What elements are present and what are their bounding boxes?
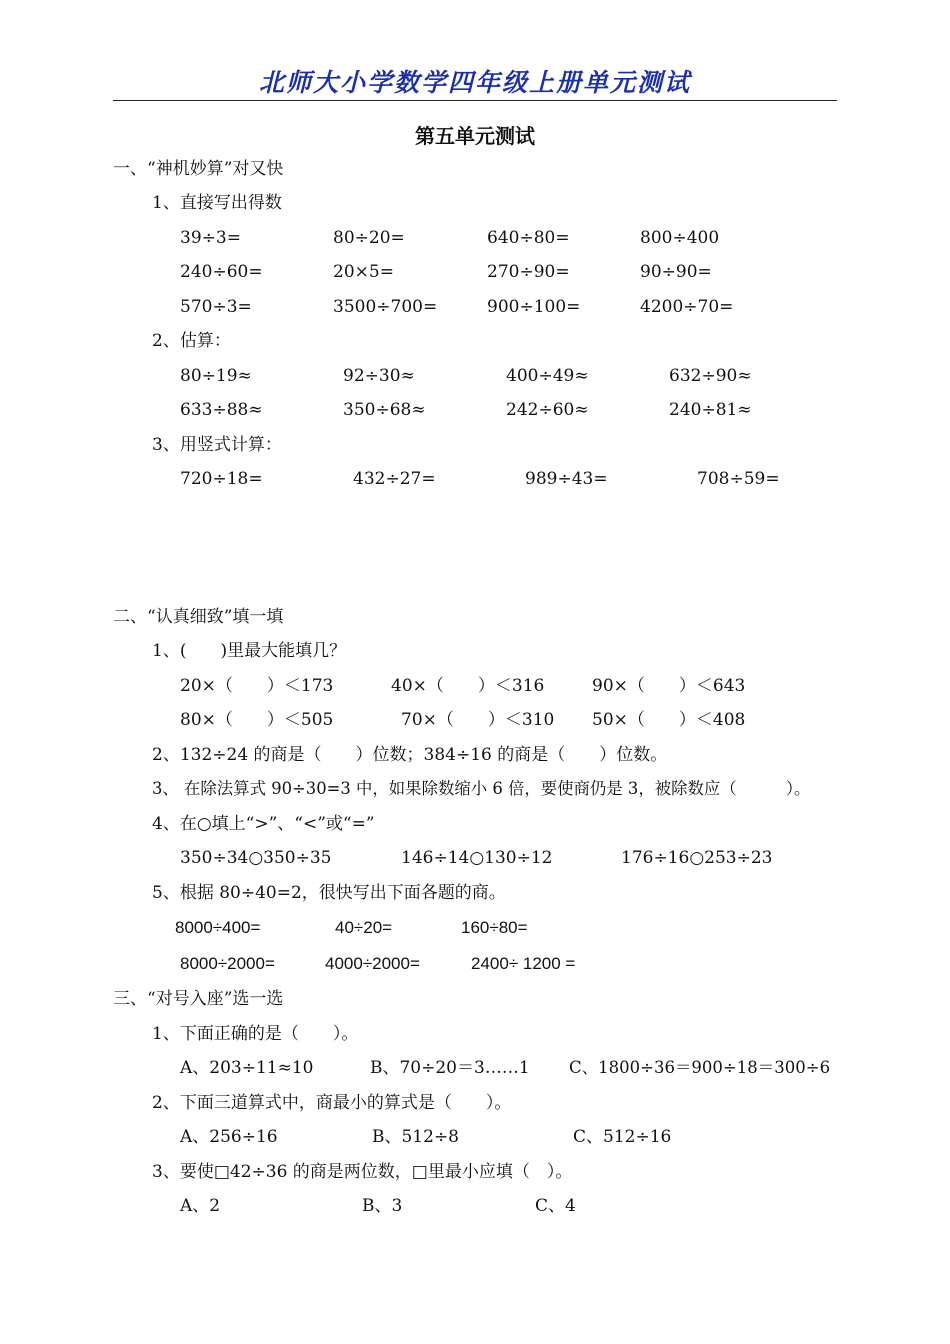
problem: 240÷60=	[180, 262, 263, 282]
option-a[interactable]: A、256÷16	[180, 1127, 278, 1147]
problem: 708÷59=	[697, 469, 780, 489]
s2-q1-row	[0, 671, 950, 701]
problem: 40÷20=	[335, 918, 393, 937]
s1-q1-row	[0, 257, 950, 287]
s3-q1-label: 1、下面正确的是（ ）。	[152, 1024, 359, 1044]
problem: 270÷90=	[487, 262, 570, 282]
problem: 160÷80=	[461, 918, 528, 937]
s2-q5-label: 5、根据 80÷40=2，很快写出下面各题的商。	[152, 883, 506, 903]
problem: 8000÷2000=	[180, 954, 275, 973]
s1-q1-row	[0, 292, 950, 322]
problem: 720÷18=	[180, 469, 263, 489]
problem: 350÷34○350÷35	[180, 848, 332, 868]
problem: 800÷400	[640, 228, 720, 248]
s2-q3: 3、 在除法算式 90÷30=3 中，如果除数缩小 6 倍，要使商仍是 3，被除数应（ ）。	[152, 779, 811, 798]
problem: 4000÷2000=	[325, 954, 420, 973]
option-c[interactable]: C、512÷16	[573, 1127, 672, 1147]
problem: 570÷3=	[180, 297, 252, 317]
problem: 92÷30≈	[343, 366, 415, 386]
problem: 432÷27=	[353, 469, 436, 489]
s2-q2: 2、132÷24 的商是（ ）位数；384÷16 的商是（ ）位数。	[152, 745, 668, 765]
problem: 242÷60≈	[506, 400, 589, 420]
s1-q1-row	[0, 223, 950, 253]
problem: 40×（ ）＜316	[391, 676, 545, 696]
s3-q1-options	[0, 1053, 950, 1083]
option-b[interactable]: B、512÷8	[372, 1127, 460, 1147]
problem: 4200÷70=	[640, 297, 734, 317]
problem: 240÷81≈	[669, 400, 752, 420]
s1-q3-label: 3、用竖式计算：	[152, 435, 282, 455]
problem: 146÷14○130÷12	[401, 848, 553, 868]
problem: 80×（ ）＜505	[180, 710, 334, 730]
problem: 900÷100=	[487, 297, 581, 317]
s2-q1-row	[0, 705, 950, 735]
problem: 8000÷400=	[175, 918, 261, 937]
page-header	[113, 68, 837, 101]
s2-q4-label: 4、在○填上“>”、“<”或“=”	[152, 814, 375, 834]
s2-q5-row	[0, 949, 950, 979]
problem: 80÷20=	[333, 228, 405, 248]
s1-q3-row	[0, 464, 950, 494]
problem: 70×（ ）＜310	[401, 710, 555, 730]
problem: 400÷49≈	[506, 366, 589, 386]
option-a[interactable]: A、2	[180, 1196, 221, 1216]
section-3-heading: 三、“对号入座”选一选	[113, 989, 284, 1009]
s3-q3-label: 3、要使□42÷36 的商是两位数，□里最小应填（ ）。	[152, 1162, 573, 1182]
s3-q2-options	[0, 1122, 950, 1152]
s3-q3-options	[0, 1191, 950, 1221]
problem: 90÷90=	[640, 262, 712, 282]
problem: 20×（ ）＜173	[180, 676, 334, 696]
problem: 176÷16○253÷23	[621, 848, 773, 868]
problem: 632÷90≈	[669, 366, 752, 386]
problem: 80÷19≈	[180, 366, 252, 386]
problem: 39÷3=	[180, 228, 241, 248]
option-a[interactable]: A、203÷11≈10	[180, 1058, 314, 1078]
option-c[interactable]: C、1800÷36＝900÷18＝300÷6	[569, 1058, 831, 1077]
section-2-heading: 二、“认真细致”填一填	[113, 607, 284, 627]
s2-q1-label: 1、( )里最大能填几？	[152, 641, 347, 661]
problem: 50×（ ）＜408	[592, 710, 746, 730]
s2-q4-row	[0, 843, 950, 873]
page-title: 第五单元测试	[415, 124, 535, 148]
s2-q5-row	[0, 913, 950, 943]
header-title: 北师大小学数学四年级上册单元测试	[258, 68, 691, 97]
problem: 20×5=	[333, 262, 394, 282]
problem: 2400÷ 1200 =	[471, 954, 576, 973]
option-b[interactable]: B、70÷20＝3……1	[370, 1058, 530, 1078]
problem: 989÷43=	[525, 469, 608, 489]
option-b[interactable]: B、3	[362, 1196, 403, 1216]
s1-q2-row	[0, 361, 950, 391]
problem: 640÷80=	[487, 228, 570, 248]
s1-q2-row	[0, 395, 950, 425]
problem: 3500÷700=	[333, 297, 438, 317]
s3-q2-label: 2、下面三道算式中，商最小的算式是（ ）。	[152, 1093, 512, 1113]
problem: 350÷68≈	[343, 400, 426, 420]
s1-q1-label: 1、直接写出得数	[152, 193, 282, 213]
s1-q2-label: 2、估算：	[152, 331, 231, 351]
section-1-heading: 一、“神机妙算”对又快	[113, 159, 284, 179]
problem: 633÷88≈	[180, 400, 263, 420]
option-c[interactable]: C、4	[535, 1196, 576, 1216]
problem: 90×（ ）＜643	[592, 676, 746, 696]
